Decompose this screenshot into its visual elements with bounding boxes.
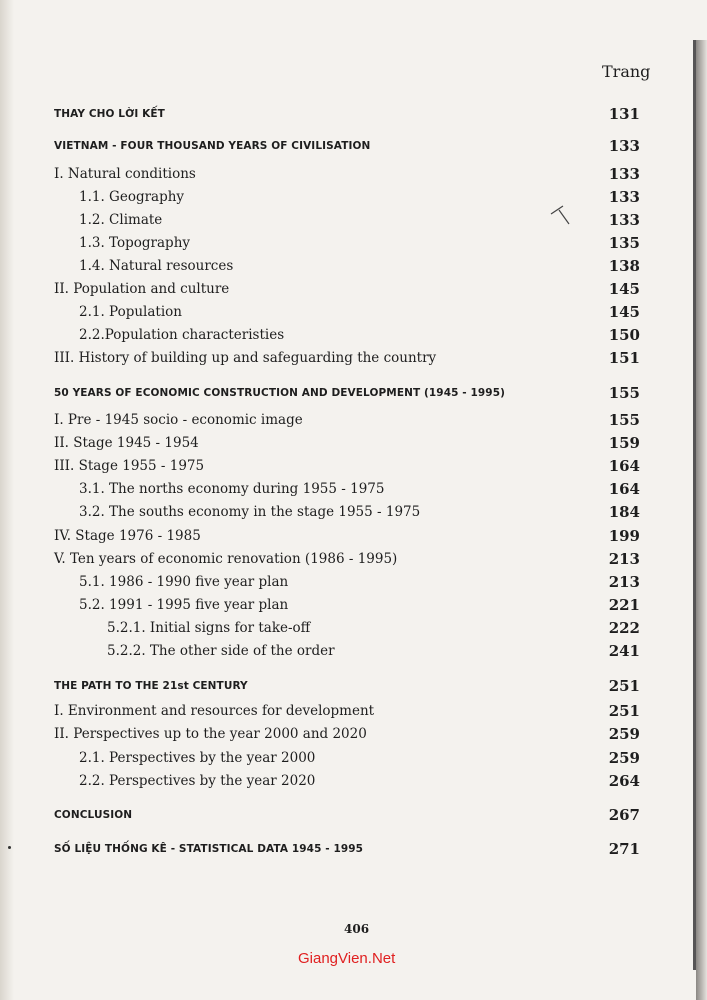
toc-entry-page: 213 — [608, 550, 640, 568]
toc-entry-title: THE PATH TO THE 21st CENTURY — [54, 680, 248, 692]
toc-section-heading — [0, 384, 707, 404]
toc-entry-page: 241 — [608, 642, 640, 660]
toc-entry-page: 155 — [608, 384, 640, 402]
toc-entry-title: 1.4. Natural resources — [79, 258, 234, 274]
toc-entry — [0, 188, 707, 208]
toc-entry-page: 259 — [608, 749, 640, 767]
toc-entry-title: III. Stage 1955 - 1975 — [54, 458, 205, 474]
toc-entry-title: I. Environment and resources for development — [54, 703, 375, 719]
toc-entry-page: 133 — [608, 188, 640, 206]
toc-entry — [0, 457, 707, 477]
toc-entry-page: 267 — [608, 806, 640, 824]
toc-entry-page: 164 — [608, 457, 640, 475]
toc-entry-title: 5.2.2. The other side of the order — [107, 643, 335, 659]
toc-entry-title: I. Pre - 1945 socio - economic image — [54, 412, 303, 428]
toc-entry — [0, 527, 707, 547]
toc-entry-title: 5.1. 1986 - 1990 five year plan — [79, 574, 289, 590]
toc-entry — [0, 573, 707, 593]
toc-section-heading — [0, 840, 707, 860]
toc-entry-title: 50 YEARS OF ECONOMIC CONSTRUCTION AND DEVELOPMENT (1945 - 1995) — [54, 387, 506, 399]
toc-entry-page: 199 — [608, 527, 640, 545]
toc-entry-page: 138 — [608, 257, 640, 275]
toc-entry — [0, 503, 707, 523]
toc-entry — [0, 596, 707, 616]
toc-entry-page: 213 — [608, 573, 640, 591]
toc-entry-page: 133 — [608, 165, 640, 183]
toc-entry-title: III. History of building up and safeguarding the country — [54, 350, 437, 366]
toc-entry-title: 1.1. Geography — [79, 189, 185, 205]
toc-entry-page: 184 — [608, 503, 640, 521]
toc-entry — [0, 411, 707, 431]
toc-entry — [0, 165, 707, 185]
toc-entry-title: V. Ten years of economic renovation (1986 - 1995) — [54, 551, 398, 567]
toc-entry-title: II. Perspectives up to the year 2000 and 2020 — [54, 726, 367, 742]
toc-entry-title: 2.1. Population — [79, 304, 182, 320]
toc-entry — [0, 772, 707, 792]
toc-entry-title: II. Population and culture — [54, 281, 230, 297]
toc-entry — [0, 303, 707, 323]
toc-entry-page: 259 — [608, 725, 640, 743]
toc-entry — [0, 326, 707, 346]
toc-entry-page: 251 — [608, 702, 640, 720]
toc-entry-page: 151 — [608, 349, 640, 367]
toc-section-heading — [0, 677, 707, 697]
toc-entry-title: 2.1. Perspectives by the year 2000 — [79, 750, 316, 766]
toc-entry-page: 271 — [608, 840, 640, 858]
toc-entry-title: 2.2. Perspectives by the year 2020 — [79, 773, 316, 789]
toc-entry-title: 1.3. Topography — [79, 235, 191, 251]
toc-entry-title: VIETNAM - FOUR THOUSAND YEARS OF CIVILISATION — [54, 140, 371, 152]
toc-entry — [0, 725, 707, 745]
toc-entry-page: 251 — [608, 677, 640, 695]
page-column-header: Trang — [602, 62, 651, 81]
toc-entry — [0, 234, 707, 254]
toc-entry-page: 135 — [608, 234, 640, 252]
toc-entry — [0, 280, 707, 300]
toc-entry — [0, 211, 707, 231]
toc-entry-title: 5.2. 1991 - 1995 five year plan — [79, 597, 289, 613]
toc-entry-title: 5.2.1. Initial signs for take-off — [107, 620, 311, 636]
toc-entry-title: II. Stage 1945 - 1954 — [54, 435, 199, 451]
toc-entry — [0, 749, 707, 769]
toc-entry-page: 222 — [608, 619, 640, 637]
toc-entry — [0, 550, 707, 570]
toc-entry — [0, 702, 707, 722]
toc-entry — [0, 642, 707, 662]
toc-entry-page: 159 — [608, 434, 640, 452]
toc-entry-title: 3.1. The norths economy during 1955 - 1975 — [79, 481, 385, 497]
toc-entry-title: 3.2. The souths economy in the stage 1955 - 1975 — [79, 504, 421, 520]
toc-entry-page: 264 — [608, 772, 640, 790]
toc-entry-title: I. Natural conditions — [54, 166, 196, 182]
toc-entry-page: 133 — [608, 211, 640, 229]
toc-entry-page: 150 — [608, 326, 640, 344]
toc-entry — [0, 619, 707, 639]
toc-entry-page: 145 — [608, 303, 640, 321]
toc-entry-title: 1.2. Climate — [79, 212, 163, 228]
toc-entry-title: 2.2.Population characteristies — [79, 327, 285, 343]
toc-entry-page: 145 — [608, 280, 640, 298]
toc-section-heading — [0, 105, 707, 125]
toc-entry-title: IV. Stage 1976 - 1985 — [54, 528, 201, 544]
toc-entry-page: 133 — [608, 137, 640, 155]
toc-entry — [0, 349, 707, 369]
toc-section-heading — [0, 806, 707, 826]
toc-entry-page: 131 — [608, 105, 640, 123]
toc-entry — [0, 434, 707, 454]
toc-entry-page: 155 — [608, 411, 640, 429]
toc-entry-title: CONCLUSION — [54, 809, 133, 821]
toc-section-heading — [0, 137, 707, 157]
toc-entry — [0, 257, 707, 277]
toc-entry-title: SỐ LIỆU THỐNG KÊ - STATISTICAL DATA 1945 - 1995 — [54, 843, 364, 855]
toc-entry — [0, 480, 707, 500]
toc-entry-page: 221 — [608, 596, 640, 614]
toc-entry-page: 164 — [608, 480, 640, 498]
watermark: GiangVien.Net — [298, 950, 396, 967]
page-number: 406 — [344, 922, 370, 936]
toc-entry-title: THAY CHO LỜI KẾT — [54, 108, 165, 120]
